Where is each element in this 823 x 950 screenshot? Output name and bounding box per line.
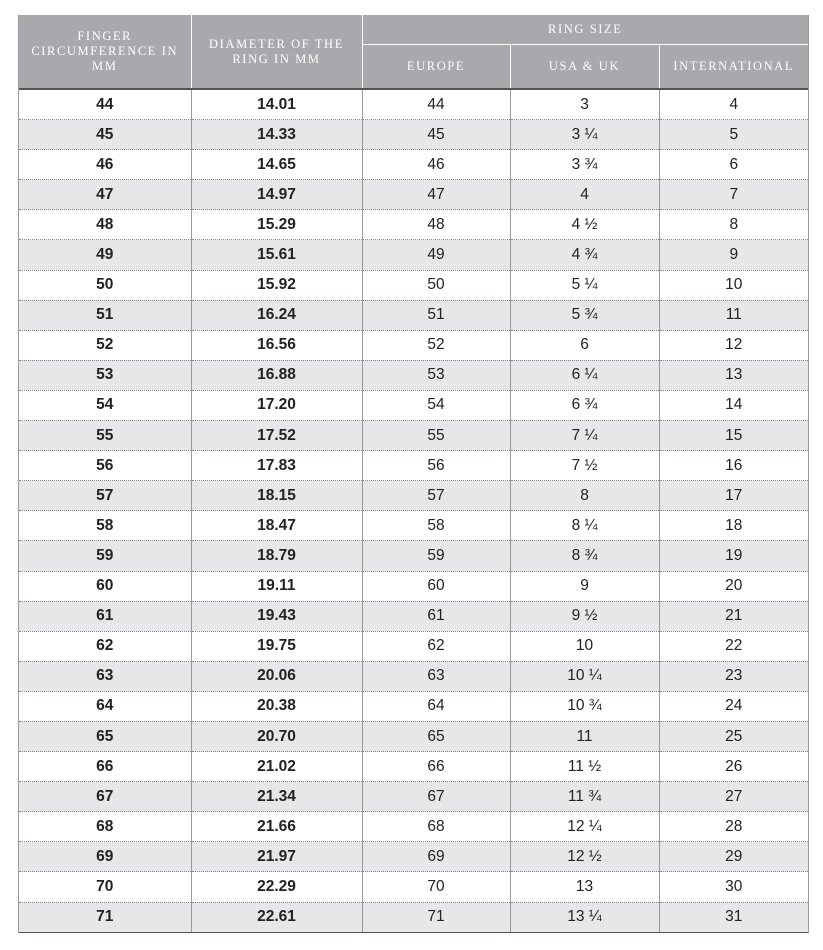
table-row [19, 421, 808, 451]
international-size-cell: 20 [659, 571, 808, 601]
europe-size-cell: 64 [362, 691, 510, 721]
europe-size-cell: 56 [362, 451, 510, 481]
ring-diameter-cell: 16.88 [191, 360, 362, 390]
europe-size-cell: 50 [362, 270, 510, 300]
finger-circumference-cell: 55 [19, 421, 191, 451]
usa-uk-size-cell: 10 ¾ [510, 691, 659, 721]
usa-uk-size-cell: 10 ¼ [510, 661, 659, 691]
finger-circumference-cell: 45 [19, 120, 191, 150]
international-size-cell: 4 [659, 89, 808, 120]
international-size-cell: 27 [659, 782, 808, 812]
ring-diameter-cell: 19.11 [191, 571, 362, 601]
table-row [19, 360, 808, 390]
international-size-cell: 16 [659, 451, 808, 481]
europe-size-cell: 62 [362, 631, 510, 661]
europe-size-cell: 52 [362, 330, 510, 360]
international-size-cell: 25 [659, 721, 808, 751]
international-size-cell: 11 [659, 300, 808, 330]
finger-circumference-cell: 57 [19, 481, 191, 511]
usa-uk-size-cell: 4 [510, 180, 659, 210]
ring-diameter-cell: 17.52 [191, 421, 362, 451]
usa-uk-size-cell: 5 ¾ [510, 300, 659, 330]
europe-size-cell: 65 [362, 721, 510, 751]
europe-size-cell: 47 [362, 180, 510, 210]
ring-diameter-cell: 18.79 [191, 541, 362, 571]
finger-circumference-cell: 62 [19, 631, 191, 661]
header-ring-size: RING SIZE [362, 15, 808, 45]
ring-diameter-cell: 16.24 [191, 300, 362, 330]
table-row [19, 180, 808, 210]
europe-size-cell: 58 [362, 511, 510, 541]
international-size-cell: 12 [659, 330, 808, 360]
table-row [19, 601, 808, 631]
international-size-cell: 26 [659, 752, 808, 782]
international-size-cell: 23 [659, 661, 808, 691]
europe-size-cell: 53 [362, 360, 510, 390]
international-size-cell: 8 [659, 210, 808, 240]
international-size-cell: 30 [659, 872, 808, 902]
international-size-cell: 21 [659, 601, 808, 631]
usa-uk-size-cell: 7 ½ [510, 451, 659, 481]
international-size-cell: 18 [659, 511, 808, 541]
finger-circumference-cell: 61 [19, 601, 191, 631]
finger-circumference-cell: 51 [19, 300, 191, 330]
finger-circumference-cell: 58 [19, 511, 191, 541]
ring-size-chart [18, 15, 809, 933]
finger-circumference-cell: 68 [19, 812, 191, 842]
international-size-cell: 13 [659, 360, 808, 390]
usa-uk-size-cell: 11 [510, 721, 659, 751]
usa-uk-size-cell: 7 ¼ [510, 421, 659, 451]
finger-circumference-cell: 67 [19, 782, 191, 812]
ring-diameter-cell: 14.33 [191, 120, 362, 150]
international-size-cell: 19 [659, 541, 808, 571]
ring-diameter-cell: 20.06 [191, 661, 362, 691]
ring-diameter-cell: 15.29 [191, 210, 362, 240]
europe-size-cell: 67 [362, 782, 510, 812]
usa-uk-size-cell: 5 ¼ [510, 270, 659, 300]
finger-circumference-cell: 53 [19, 360, 191, 390]
usa-uk-size-cell: 3 [510, 89, 659, 120]
international-size-cell: 6 [659, 150, 808, 180]
ring-size-table [19, 15, 808, 933]
europe-size-cell: 49 [362, 240, 510, 270]
ring-diameter-cell: 15.92 [191, 270, 362, 300]
europe-size-cell: 66 [362, 752, 510, 782]
usa-uk-size-cell: 4 ½ [510, 210, 659, 240]
finger-circumference-cell: 65 [19, 721, 191, 751]
international-size-cell: 28 [659, 812, 808, 842]
table-row [19, 782, 808, 812]
usa-uk-size-cell: 12 ¼ [510, 812, 659, 842]
usa-uk-size-cell: 11 ¾ [510, 782, 659, 812]
finger-circumference-cell: 46 [19, 150, 191, 180]
table-row [19, 451, 808, 481]
international-size-cell: 15 [659, 421, 808, 451]
international-size-cell: 10 [659, 270, 808, 300]
international-size-cell: 31 [659, 902, 808, 932]
finger-circumference-cell: 56 [19, 451, 191, 481]
table-row [19, 511, 808, 541]
header-europe: EUROPE [362, 45, 510, 90]
ring-diameter-cell: 17.20 [191, 390, 362, 420]
header-ring-diameter: DIAMETER OF THE RING IN MM [191, 15, 362, 89]
ring-diameter-cell: 19.43 [191, 601, 362, 631]
europe-size-cell: 59 [362, 541, 510, 571]
table-row [19, 240, 808, 270]
finger-circumference-cell: 54 [19, 390, 191, 420]
europe-size-cell: 44 [362, 89, 510, 120]
ring-diameter-cell: 16.56 [191, 330, 362, 360]
ring-diameter-cell: 15.61 [191, 240, 362, 270]
ring-diameter-cell: 21.66 [191, 812, 362, 842]
international-size-cell: 14 [659, 390, 808, 420]
usa-uk-size-cell: 3 ¼ [510, 120, 659, 150]
finger-circumference-cell: 71 [19, 902, 191, 932]
usa-uk-size-cell: 8 ¼ [510, 511, 659, 541]
europe-size-cell: 45 [362, 120, 510, 150]
europe-size-cell: 54 [362, 390, 510, 420]
ring-diameter-cell: 17.83 [191, 451, 362, 481]
finger-circumference-cell: 44 [19, 89, 191, 120]
header-international: INTERNATIONAL [659, 45, 808, 90]
table-row [19, 842, 808, 872]
table-body [19, 89, 808, 932]
table-row [19, 631, 808, 661]
usa-uk-size-cell: 6 ¾ [510, 390, 659, 420]
table-row [19, 481, 808, 511]
finger-circumference-cell: 70 [19, 872, 191, 902]
finger-circumference-cell: 64 [19, 691, 191, 721]
usa-uk-size-cell: 3 ¾ [510, 150, 659, 180]
usa-uk-size-cell: 9 ½ [510, 601, 659, 631]
usa-uk-size-cell: 6 ¼ [510, 360, 659, 390]
usa-uk-size-cell: 13 ¼ [510, 902, 659, 932]
international-size-cell: 29 [659, 842, 808, 872]
ring-diameter-cell: 21.02 [191, 752, 362, 782]
usa-uk-size-cell: 10 [510, 631, 659, 661]
table-row [19, 210, 808, 240]
table-row [19, 721, 808, 751]
table-row [19, 872, 808, 902]
table-row [19, 661, 808, 691]
usa-uk-size-cell: 6 [510, 330, 659, 360]
table-row [19, 752, 808, 782]
europe-size-cell: 68 [362, 812, 510, 842]
international-size-cell: 22 [659, 631, 808, 661]
finger-circumference-cell: 50 [19, 270, 191, 300]
international-size-cell: 5 [659, 120, 808, 150]
finger-circumference-cell: 52 [19, 330, 191, 360]
ring-diameter-cell: 21.97 [191, 842, 362, 872]
europe-size-cell: 46 [362, 150, 510, 180]
ring-diameter-cell: 20.38 [191, 691, 362, 721]
ring-diameter-cell: 20.70 [191, 721, 362, 751]
table-row [19, 541, 808, 571]
table-row [19, 150, 808, 180]
ring-diameter-cell: 14.97 [191, 180, 362, 210]
ring-diameter-cell: 14.01 [191, 89, 362, 120]
ring-diameter-cell: 18.15 [191, 481, 362, 511]
ring-diameter-cell: 21.34 [191, 782, 362, 812]
international-size-cell: 9 [659, 240, 808, 270]
europe-size-cell: 69 [362, 842, 510, 872]
ring-diameter-cell: 14.65 [191, 150, 362, 180]
table-row [19, 330, 808, 360]
table-row [19, 390, 808, 420]
usa-uk-size-cell: 12 ½ [510, 842, 659, 872]
europe-size-cell: 48 [362, 210, 510, 240]
finger-circumference-cell: 47 [19, 180, 191, 210]
finger-circumference-cell: 48 [19, 210, 191, 240]
finger-circumference-cell: 49 [19, 240, 191, 270]
europe-size-cell: 60 [362, 571, 510, 601]
europe-size-cell: 70 [362, 872, 510, 902]
table-row [19, 691, 808, 721]
europe-size-cell: 61 [362, 601, 510, 631]
ring-diameter-cell: 22.29 [191, 872, 362, 902]
header-finger-circumference: FINGER CIRCUMFERENCE IN MM [19, 15, 191, 89]
international-size-cell: 7 [659, 180, 808, 210]
table-row [19, 812, 808, 842]
europe-size-cell: 63 [362, 661, 510, 691]
finger-circumference-cell: 63 [19, 661, 191, 691]
usa-uk-size-cell: 13 [510, 872, 659, 902]
international-size-cell: 17 [659, 481, 808, 511]
ring-diameter-cell: 19.75 [191, 631, 362, 661]
finger-circumference-cell: 69 [19, 842, 191, 872]
table-row [19, 902, 808, 932]
usa-uk-size-cell: 8 ¾ [510, 541, 659, 571]
ring-diameter-cell: 22.61 [191, 902, 362, 932]
finger-circumference-cell: 59 [19, 541, 191, 571]
usa-uk-size-cell: 11 ½ [510, 752, 659, 782]
usa-uk-size-cell: 8 [510, 481, 659, 511]
europe-size-cell: 51 [362, 300, 510, 330]
table-row [19, 120, 808, 150]
europe-size-cell: 55 [362, 421, 510, 451]
finger-circumference-cell: 60 [19, 571, 191, 601]
europe-size-cell: 57 [362, 481, 510, 511]
table-row [19, 89, 808, 120]
table-row [19, 270, 808, 300]
europe-size-cell: 71 [362, 902, 510, 932]
table-row [19, 571, 808, 601]
international-size-cell: 24 [659, 691, 808, 721]
header-usa-uk: USA & UK [510, 45, 659, 90]
usa-uk-size-cell: 9 [510, 571, 659, 601]
finger-circumference-cell: 66 [19, 752, 191, 782]
usa-uk-size-cell: 4 ¾ [510, 240, 659, 270]
ring-diameter-cell: 18.47 [191, 511, 362, 541]
table-header [19, 15, 808, 89]
table-row [19, 300, 808, 330]
